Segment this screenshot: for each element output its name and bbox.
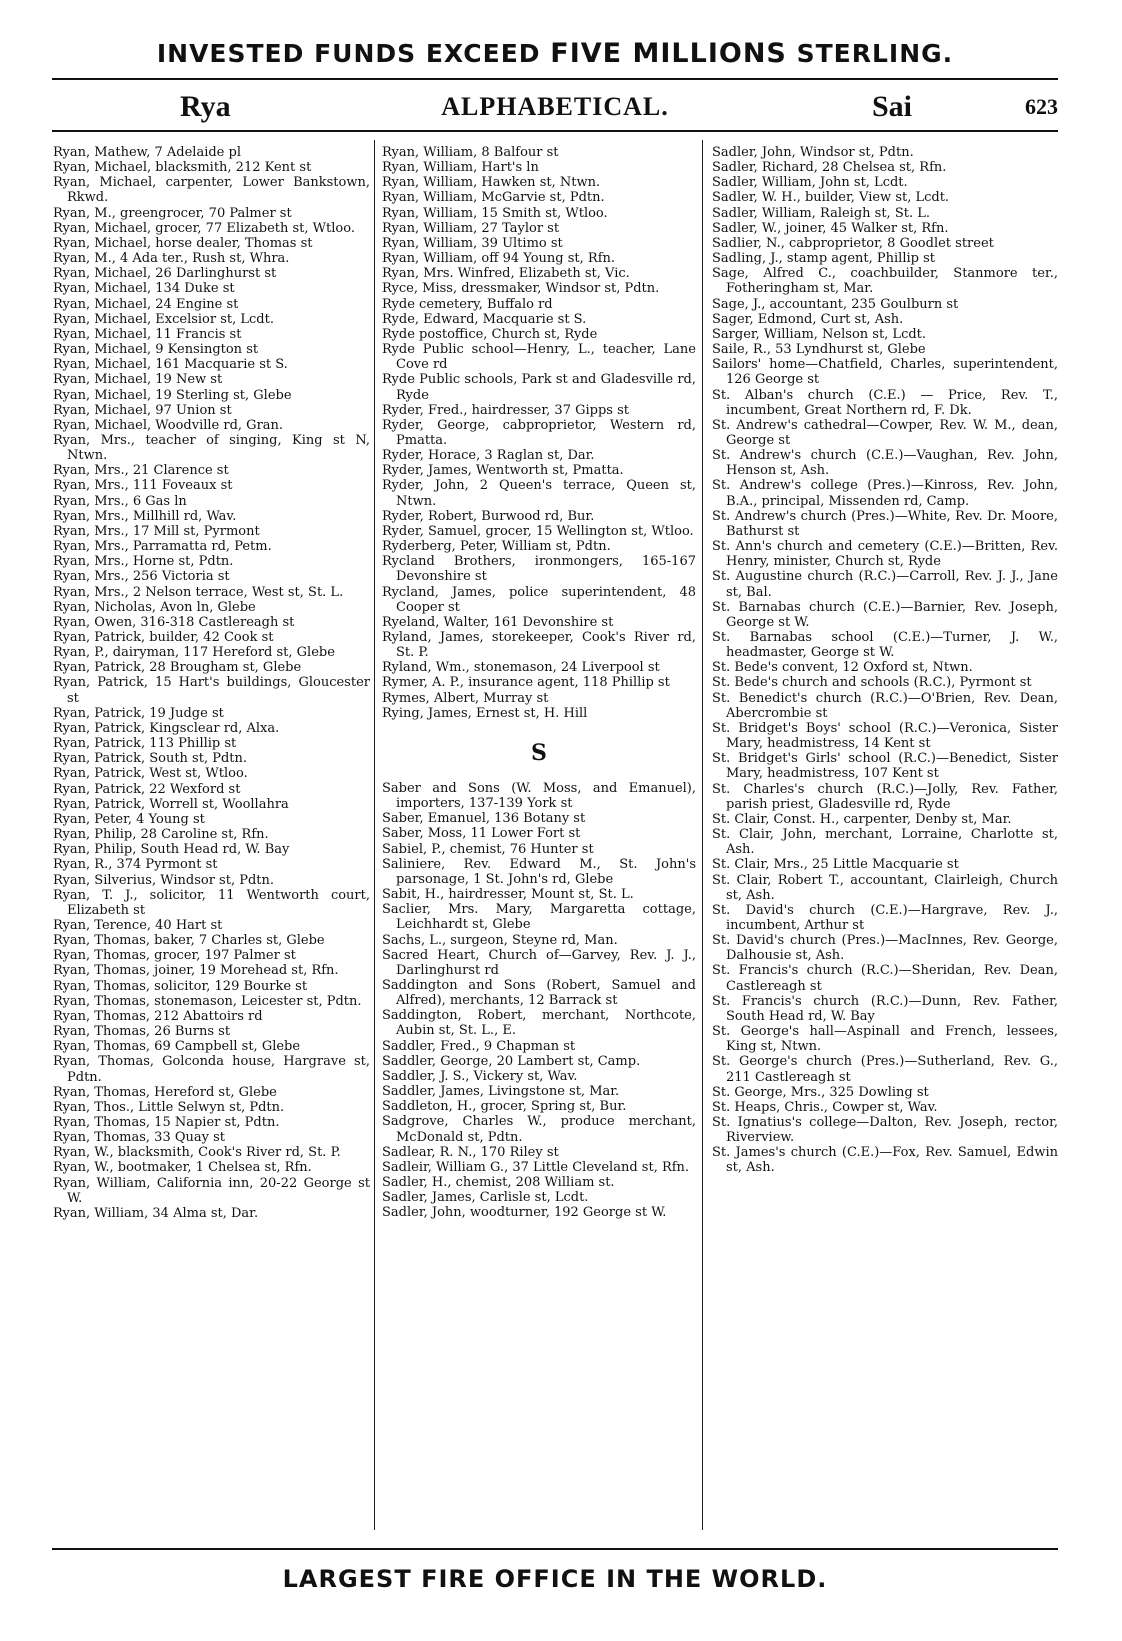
directory-entry: Ryde Public school—Henry, L., teacher, Lane Cove rd [382,342,696,373]
directory-entry: St. George's hall—Aspinall and French, lessees, King st, Ntwn. [712,1024,1058,1055]
directory-entry: Rycland, James, police superintendent, 48 Cooper st [382,584,696,615]
directory-entry: Ryland, James, storekeeper, Cook's River rd, St. P. [382,630,696,661]
directory-entry: Sarger, William, Nelson st, Lcdt. [712,326,927,342]
directory-entry: Ryan, Patrick, 15 Hart's buildings, Gloucester st [53,675,370,706]
directory-entry: St. Ann's church and cemetery (C.E.)—Britten, Rev. Henry, minister, Church st, Ryde [712,539,1058,570]
top-banner [55,38,1055,69]
directory-entry: Ryan, Terence, 40 Hart st [53,917,223,933]
header-left-guide: Rya [180,90,231,123]
directory-entry: Ryan, Thomas, 26 Burns st [53,1024,231,1040]
directory-entry: Sailors' home—Chatfield, Charles, superintendent, 126 George st [712,357,1058,388]
directory-entry: Saddler, George, 20 Lambert st, Camp. [382,1053,641,1069]
directory-entry: St. Benedict's church (R.C.)—O'Brien, Rev. Dean, Abercrombie st [712,690,1058,721]
directory-entry: Ryan, William, off 94 Young st, Rfn. [382,251,616,267]
directory-entry: Sadler, Richard, 28 Chelsea st, Rfn. [712,160,947,176]
directory-entry: Ryde, Edward, Macquarie st S. [382,311,587,327]
directory-entry: St. Andrew's church (Pres.)—White, Rev. Dr. Moore, Bathurst st [712,508,1058,539]
header-title: ALPHABETICAL. [441,92,669,121]
directory-entry: Saliniere, Rev. Edward M., St. John's parsonage, 1 St. John's rd, Glebe [382,856,696,887]
directory-entry: Ryan, Patrick, 22 Wexford st [53,781,241,797]
directory-entry: Ryan, Mrs., Horne st, Pdtn. [53,554,234,570]
directory-entry: St. Bede's church and schools (R.C.), Pyrmont st [712,675,1032,691]
directory-entry: St. Bridget's Boys' school (R.C.)—Veronica, Sister Mary, headmistress, 14 Kent st [712,720,1058,752]
directory-entry: Sadgrove, Charles W., produce merchant, McDonald st, Pdtn. [382,1114,696,1145]
directory-entry: Ryan, Silverius, Windsor st, Pdtn. [53,872,275,888]
directory-entry: St. George's church (Pres.)—Sutherland, Rev. G., 211 Castlereagh st [712,1054,1058,1085]
directory-entry: Ryan, R., 374 Pyrmont st [53,857,218,873]
directory-entry: St. Heaps, Chris., Cowper st, Wav. [712,1099,938,1115]
directory-entry: St. Francis's church (R.C.)—Dunn, Rev. Father, South Head rd, W. Bay [712,993,1058,1024]
directory-entry: Ryder, Robert, Burwood rd, Bur. [382,508,595,524]
directory-entry: Saddington and Sons (Robert, Samuel and Alfred), merchants, 12 Barrack st [382,977,696,1009]
directory-entry: Ryan, M., greengrocer, 70 Palmer st [53,205,292,221]
directory-entry: Saber, Moss, 11 Lower Fort st [382,826,581,842]
directory-entry: Ryde postoffice, Church st, Ryde [382,326,598,342]
directory-entry: Ryan, William, Hart's ln [382,160,539,176]
directory-entry: St. Andrew's church (C.E.)—Vaughan, Rev. John, Henson st, Ash. [712,448,1058,479]
directory-entry: Ryan, William, 15 Smith st, Wtloo. [382,205,608,221]
directory-entry: Ryan, William, California inn, 20-22 George st W. [53,1175,370,1206]
directory-entry: Ryan, Philip, South Head rd, W. Bay [53,842,290,858]
directory-entry: Ryan, Peter, 4 Young st [53,811,205,827]
directory-entry: Sadler, John, woodturner, 192 George st W. [382,1205,667,1221]
directory-entry: St. Andrew's college (Pres.)—Kinross, Rev. John, B.A., principal, Missenden rd, Camp. [712,478,1058,509]
directory-entry: St. Francis's church (R.C.)—Sheridan, Rev. Dean, Castlereagh st [712,963,1058,994]
column-1 [53,145,370,1221]
directory-entry: Ryan, Thomas, 15 Napier st, Pdtn. [53,1115,280,1130]
directory-entry: St. Andrew's cathedral—Cowper, Rev. W. M., dean, George st [712,417,1058,448]
directory-entry: Rymer, A. P., insurance agent, 118 Phillip st [382,675,670,691]
directory-entry: Ryan, William, Hawken st, Ntwn. [382,175,601,191]
directory-entry: Ryan, Mrs., 6 Gas ln [53,493,187,509]
directory-entry: Ryan, Thomas, Hereford st, Glebe [53,1084,277,1100]
directory-entry: Ryan, Patrick, builder, 42 Cook st [53,630,274,645]
directory-entry: St. Clair, Mrs., 25 Little Macquarie st [712,857,959,873]
directory-entry: Ryan, Mathew, 7 Adelaide pl [53,145,241,160]
directory-entry: Ryan, Mrs., 111 Foveaux st [53,478,233,494]
directory-entry: Ryan, Mrs., Millhill rd, Wav. [53,508,237,524]
directory-entry: Sadler, James, Carlisle st, Lcdt. [382,1190,589,1206]
directory-entry: Ryan, T. J., solicitor, 11 Wentworth court, Elizabeth st [53,887,370,918]
directory-entry: Saddler, James, Livingstone st, Mar. [382,1084,620,1100]
directory-entry: Ryan, Thomas, joiner, 19 Morehead st, Rfn. [53,963,339,979]
directory-entry: Ryder, George, cabproprietor, Western rd, Pmatta. [382,417,696,448]
directory-entry: Ryan, Michael, grocer, 77 Elizabeth st, Wtloo. [53,220,355,236]
banner-top-pre: INVESTED FUNDS EXCEED [156,39,551,68]
column-2 [382,145,696,1220]
banner-top-bold: FIVE MILLIONS [550,38,787,69]
page-number: 623 [1025,94,1058,119]
directory-entry: St. David's church (C.E.)—Hargrave, Rev. J., incumbent, Arthur st [712,902,1058,933]
directory-entry: Sadlier, N., cabproprietor, 8 Goodlet street [712,235,994,251]
running-header [52,90,1058,128]
top-rule [52,78,1058,80]
directory-entry: Sage, Alfred C., coachbuilder, Stanmore ter., Fotheringham st, Mar. [712,266,1058,297]
directory-entry: St. Barnabas school (C.E.)—Turner, J. W., headmaster, George st W. [712,630,1058,661]
directory-entry: Ryan, P., dairyman, 117 Hereford st, Glebe [53,645,335,661]
directory-entry: Ryan, William, 27 Taylor st [382,220,560,236]
directory-entry: Ryder, Fred., hairdresser, 37 Gipps st [382,402,629,418]
directory-entry: Ryan, Michael, 97 Union st [53,402,232,418]
directory-entry: Ryan, W., blacksmith, Cook's River rd, St. P. [53,1145,341,1161]
directory-entry: Ryan, Nicholas, Avon ln, Glebe [53,599,256,615]
directory-entry: Ryan, Thomas, solicitor, 129 Bourke st [53,978,308,994]
bottom-rule [52,1548,1058,1550]
directory-entry: Ryder, Samuel, grocer, 15 Wellington st, Wtloo. [382,523,694,539]
directory-entry: Ryan, Michael, 19 Sterling st, Glebe [53,387,292,403]
directory-entry: St. Charles's church (R.C.)—Jolly, Rev. Father, parish priest, Gladesville rd, Ryde [712,781,1058,812]
directory-entry: Ryan, William, 8 Balfour st [382,145,559,160]
directory-entry: Ryder, Horace, 3 Raglan st, Dar. [382,448,595,464]
directory-entry: Ryan, Michael, horse dealer, Thomas st [53,235,313,251]
directory-entry: St. Barnabas church (C.E.)—Barnier, Rev. Joseph, George st W. [712,599,1058,630]
directory-entry: Ryan, Philip, 28 Caroline st, Rfn. [53,827,269,843]
directory-entry: Saddington, Robert, merchant, Northcote, Aubin st, St. L., E. [382,1008,696,1039]
directory-entry: Ryan, Michael, 11 Francis st [53,326,242,342]
directory-entry: Sadler, John, Windsor st, Pdtn. [712,145,914,160]
directory-entry: Ryan, Thomas, baker, 7 Charles st, Glebe [53,933,325,949]
directory-entry: Ryce, Miss, dressmaker, Windsor st, Pdtn. [382,281,660,297]
directory-entry: Saile, R., 53 Lyndhurst st, Glebe [712,342,926,358]
directory-entry: Ryan, Mrs., 2 Nelson terrace, West st, St. L. [53,584,344,600]
directory-entry: Sadler, William, Raleigh st, St. L. [712,205,930,221]
directory-entry: Ryde Public schools, Park st and Gladesville rd, Ryde [382,372,696,403]
directory-entry: Ryan, Patrick, 28 Brougham st, Glebe [53,660,302,676]
directory-entry: St. David's church (Pres.)—MacInnes, Rev. George, Dalhousie st, Ash. [712,933,1058,964]
directory-entry: Saclier, Mrs. Mary, Margaretta cottage, Leichhardt st, Glebe [382,902,696,933]
directory-entry: Ryan, Mrs. Winfred, Elizabeth st, Vic. [382,266,630,282]
directory-entry: Ryan, Thomas, Golconda house, Hargrave st, Pdtn. [53,1054,370,1085]
directory-entry: Ryan, Michael, Excelsior st, Lcdt. [53,311,274,327]
directory-entry: Ryan, Thomas, stonemason, Leicester st, Pdtn. [53,993,362,1009]
directory-entry: Sachs, L., surgeon, Steyne rd, Man. [382,932,618,948]
directory-entry: Ryland, Wm., stonemason, 24 Liverpool st [382,660,660,676]
directory-entry: St. Ignatius's college—Dalton, Rev. Joseph, rector, Riverview. [712,1115,1058,1146]
directory-entry: St. Bridget's Girls' school (R.C.)—Benedict, Sister Mary, headmistress, 107 Kent st [712,751,1058,782]
directory-entry: Sabit, H., hairdresser, Mount st, St. L. [382,887,634,903]
banner-top-post: STERLING. [786,39,954,68]
column-divider-2 [702,140,703,1530]
directory-entry: St. Augustine church (R.C.)—Carroll, Rev. J. J., Jane st, Bal. [712,569,1058,600]
directory-entry: St. George, Mrs., 325 Dowling st [712,1084,929,1100]
directory-entry: Ryan, Michael, 24 Engine st [53,296,239,312]
directory-entry: Sacred Heart, Church of—Garvey, Rev. J. J., Darlinghurst rd [382,947,696,978]
section-letter: S [531,739,547,766]
directory-entry: Sadler, H., chemist, 208 William st. [382,1175,615,1190]
directory-entry: Ryan, William, 34 Alma st, Dar. [53,1205,259,1221]
directory-entry: Ryan, Michael, carpenter, Lower Bankstown, Rkwd. [53,175,370,206]
directory-entry: Ryderberg, Peter, William st, Pdtn. [382,539,611,555]
directory-entry: Ryan, William, McGarvie st, Pdtn. [382,190,605,206]
directory-entry: Ryan, Owen, 316-318 Castlereagh st [53,614,295,630]
directory-entry: Ryan, Patrick, 19 Judge st [53,705,224,721]
directory-entry: Ryan, Mrs., 17 Mill st, Pyrmont [53,523,260,539]
directory-entry: Ryan, Patrick, West st, Wtloo. [53,766,248,782]
directory-entry: Ryder, John, 2 Queen's terrace, Queen st, Ntwn. [382,478,696,509]
directory-entry: Ryan, Thomas, 69 Campbell st, Glebe [53,1039,301,1055]
directory-entry: Ryan, Mrs., 21 Clarence st [53,463,229,479]
directory-entry: Sadling, J., stamp agent, Phillip st [712,251,936,267]
directory-entry: Ryan, Thomas, 33 Quay st [53,1130,226,1146]
directory-entry: Ryan, Patrick, 113 Phillip st [53,736,237,752]
directory-entry: Rymes, Albert, Murray st [382,690,549,706]
directory-entry: Ryan, Thomas, 212 Abattoirs rd [53,1008,263,1024]
directory-entry: Ryde cemetery, Buffalo rd [382,296,553,312]
directory-entry: St. James's church (C.E.)—Fox, Rev. Samuel, Edwin st, Ash. [712,1145,1058,1176]
directory-entry: Sadlear, R. N., 170 Riley st [382,1144,559,1160]
directory-entry: Ryan, Michael, blacksmith, 212 Kent st [53,160,312,176]
directory-entry: Sadler, W. H., builder, View st, Lcdt. [712,190,950,206]
directory-entry: St. Clair, Robert T., accountant, Clairleigh, Church st, Ash. [712,872,1058,903]
column-3 [712,145,1058,1176]
directory-entry: Saber, Emanuel, 136 Botany st [382,811,586,827]
directory-entry: St. Alban's church (C.E.) — Price, Rev. T., incumbent, Great Northern rd, F. Dk. [712,387,1058,418]
column-divider-1 [374,140,375,1530]
directory-entry: Saddler, J. S., Vickery st, Wav. [382,1068,578,1084]
directory-entry: Sage, J., accountant, 235 Goulburn st [712,296,959,312]
directory-entry: Sabiel, P., chemist, 76 Hunter st [382,841,594,857]
directory-entry: Saber and Sons (W. Moss, and Emanuel), importers, 137-139 York st [382,780,696,812]
directory-entry: Ryan, Mrs., Parramatta rd, Petm. [53,539,272,555]
directory-entry: Ryan, Michael, 19 New st [53,372,223,388]
directory-entry: Sadleir, William G., 37 Little Cleveland st, Rfn. [382,1159,690,1175]
directory-entry: Ryan, Mrs., teacher of singing, King st N, Ntwn. [53,432,370,464]
directory-entry: Sager, Edmond, Curt st, Ash. [712,311,904,327]
directory-entry: Ryan, William, 39 Ultimo st [382,235,563,251]
directory-entry: St. Clair, Const. H., carpenter, Denby st, Mar. [712,811,1012,827]
header-rule [52,130,1058,132]
directory-entry: Ryan, Patrick, Kingsclear rd, Alxa. [53,720,280,736]
directory-entry: Ryan, Michael, Woodville rd, Gran. [53,417,284,433]
directory-entry: St. Clair, John, merchant, Lorraine, Charlotte st, Ash. [712,827,1058,858]
directory-entry: Rying, James, Ernest st, H. Hill [382,705,588,721]
directory-entry: Ryan, Michael, 161 Macquarie st S. [53,357,288,373]
directory-entry: Ryan, Patrick, South st, Pdtn. [53,751,248,767]
directory-entry: Rycland Brothers, ironmongers, 165-167 Devonshire st [382,554,696,585]
directory-entry: Ryan, Thos., Little Selwyn st, Pdtn. [53,1099,285,1115]
directory-entry: Ryan, Mrs., 256 Victoria st [53,569,230,585]
directory-entry: St. Bede's convent, 12 Oxford st, Ntwn. [712,660,973,676]
directory-entry: Saddler, Fred., 9 Chapman st [382,1038,576,1054]
directory-entry: Sadler, W., joiner, 45 Walker st, Rfn. [712,220,949,236]
directory-entry: Saddleton, H., grocer, Spring st, Bur. [382,1099,627,1115]
directory-entry: Ryan, Patrick, Worrell st, Woollahra [53,796,289,812]
directory-entry: Ryan, Michael, 26 Darlinghurst st [53,266,277,282]
directory-entry: Ryan, Michael, 134 Duke st [53,281,235,297]
directory-entry: Ryder, James, Wentworth st, Pmatta. [382,463,624,479]
bottom-banner: LARGEST FIRE OFFICE IN THE WORLD. [282,1565,828,1593]
header-right-guide: Sai [872,90,913,123]
directory-entry: Ryan, Michael, 9 Kensington st [53,342,259,358]
directory-entry: Ryan, W., bootmaker, 1 Chelsea st, Rfn. [53,1160,312,1176]
directory-entry: Ryeland, Walter, 161 Devonshire st [382,614,614,630]
directory-entry: Sadler, William, John st, Lcdt. [712,175,908,191]
directory-entry: Ryan, M., 4 Ada ter., Rush st, Whra. [53,251,290,267]
directory-entry: Ryan, Thomas, grocer, 197 Palmer st [53,948,296,964]
